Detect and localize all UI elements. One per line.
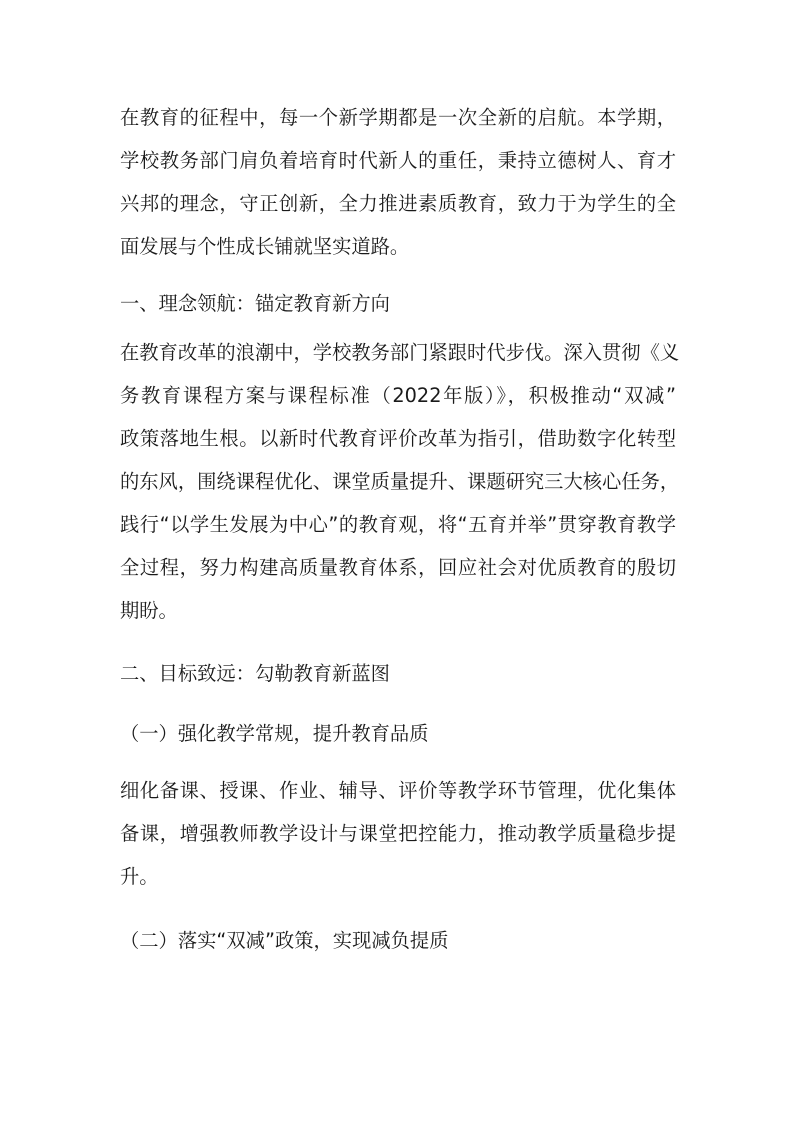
text-line: 期盼。 bbox=[120, 599, 178, 622]
text-line: 在教育改革的浪潮中，学校教务部门紧跟时代步伐。深入贯彻《义 bbox=[120, 341, 680, 364]
subheading-1 bbox=[120, 712, 676, 755]
text-line: 升。 bbox=[120, 865, 159, 888]
text-line: 细化备课、授课、作业、辅导、评价等教学环节管理，优化集体 bbox=[120, 779, 676, 802]
text-line: 全过程，努力构建高质量教育体系，回应社会对优质教育的殷切 bbox=[120, 556, 676, 579]
heading-text: 二、目标致远：勾勒教育新蓝图 bbox=[120, 662, 390, 685]
text-line: 在教育的征程中，每一个新学期都是一次全新的启航。本学期， bbox=[120, 106, 676, 129]
text-line: 政策落地生根。以新时代教育评价改革为指引，借助数字化转型 bbox=[120, 427, 676, 450]
text-line: 学校教务部门肩负着培育时代新人的重任，秉持立德树人、育才 bbox=[120, 149, 676, 172]
intro-paragraph bbox=[120, 96, 676, 268]
text-line: 践行“以学生发展为中心”的教育观，将“五育并举”贯穿教育教学 bbox=[120, 513, 676, 536]
subheading-text: （二）落实“双减”政策，实现减负提质 bbox=[120, 929, 449, 952]
text-line: 务教育课程方案与课程标准（2022年版）》，积极推动“双减” bbox=[120, 384, 676, 407]
heading-text: 一、理念领航：锚定教育新方向 bbox=[120, 292, 390, 315]
section-heading-1 bbox=[120, 282, 676, 325]
section-1-paragraph bbox=[120, 331, 680, 632]
section-heading-2 bbox=[120, 652, 676, 695]
subsection-1-paragraph bbox=[120, 769, 676, 898]
text-line: 备课，增强教师教学设计与课堂把控能力，推动教学质量稳步提 bbox=[120, 822, 676, 845]
text-line: 面发展与个性成长铺就坚实道路。 bbox=[120, 235, 410, 258]
subheading-text: （一）强化教学常规，提升教育品质 bbox=[120, 722, 429, 745]
text-line: 兴邦的理念，守正创新，全力推进素质教育，致力于为学生的全 bbox=[120, 192, 676, 215]
subheading-2 bbox=[120, 919, 676, 962]
text-line: 的东风，围绕课程优化、课堂质量提升、课题研究三大核心任务， bbox=[120, 470, 680, 493]
